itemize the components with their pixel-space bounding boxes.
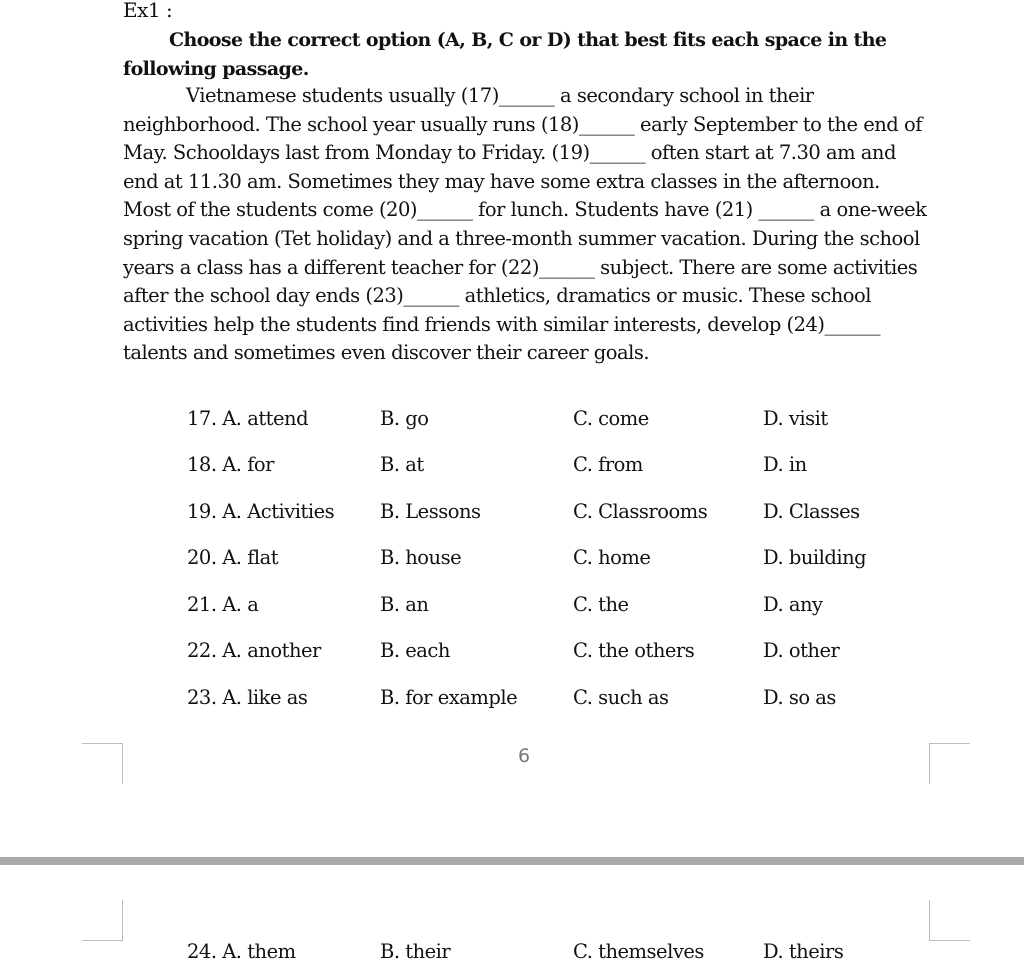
question-row	[187, 453, 947, 483]
page-separator	[0, 857, 1024, 865]
option-a: 17. A. attend	[187, 407, 309, 430]
option-b: B. each	[380, 639, 450, 662]
option-c: C. themselves	[573, 940, 704, 963]
option-c: C. from	[573, 453, 643, 476]
option-a: 20. A. flat	[187, 546, 279, 569]
option-c: C. such as	[573, 686, 669, 709]
option-a: 19. A. Activities	[187, 500, 335, 523]
page-number: 6	[518, 745, 531, 767]
exercise-instruction: Choose the correct option (A, B, C or D) that best fits each space in the following passage.	[123, 29, 887, 80]
option-d: D. in	[763, 453, 807, 476]
option-b: B. go	[380, 407, 429, 430]
question-row	[187, 686, 947, 716]
margin-corner-mark	[82, 900, 123, 941]
option-d: D. building	[763, 546, 867, 569]
option-a: 18. A. for	[187, 453, 274, 476]
question-row	[187, 500, 947, 530]
option-b: B. for example	[380, 686, 518, 709]
option-b: B. Lessons	[380, 500, 481, 523]
margin-corner-mark	[929, 743, 970, 784]
question-row	[187, 407, 947, 437]
option-c: C. the others	[573, 639, 695, 662]
option-c: C. home	[573, 546, 651, 569]
question-row	[187, 546, 947, 576]
margin-corner-mark	[82, 743, 123, 784]
option-b: B. an	[380, 593, 429, 616]
option-d: D. visit	[763, 407, 828, 430]
passage-paragraph	[123, 82, 933, 368]
option-a: 22. A. another	[187, 639, 321, 662]
option-c: C. the	[573, 593, 629, 616]
margin-corner-mark	[929, 900, 970, 941]
option-a: 23. A. like as	[187, 686, 308, 709]
option-c: C. Classrooms	[573, 500, 708, 523]
option-c: C. come	[573, 407, 649, 430]
question-row	[187, 593, 947, 623]
question-row	[187, 940, 947, 967]
option-b: B. at	[380, 453, 424, 476]
option-d: D. theirs	[763, 940, 844, 963]
option-d: D. so as	[763, 686, 836, 709]
reading-passage	[123, 82, 933, 368]
option-a: 24. A. them	[187, 940, 296, 963]
option-d: D. other	[763, 639, 840, 662]
question-row	[187, 639, 947, 669]
option-b: B. house	[380, 546, 462, 569]
passage-text: Vietnamese students usually (17)______ a secondary school in their neighborhood. The school year usually runs (18)______ early September to the end of May. Schooldays last from Monday to Friday. (19)______ often start at 7.30 am and end at 11.30 am. Sometimes they may have some extra classes in the afternoon. Most of the students come (20)______ for lunch. Students have (21) ______ a one-week spring vacation (Tet holiday) and a three-month summer vacation. During the school years a class has a different teacher for (22)______ subject. There are some activities after the school day ends (23)______ athletics, dramatics or music. These school activities help the students find friends with similar interests, develop (24)______ talents and sometimes even discover their career goals.	[123, 84, 927, 365]
option-d: D. any	[763, 593, 823, 616]
option-d: D. Classes	[763, 500, 860, 523]
exercise-title: Ex1 :	[123, 0, 173, 22]
option-a: 21. A. a	[187, 593, 259, 616]
option-b: B. their	[380, 940, 451, 963]
